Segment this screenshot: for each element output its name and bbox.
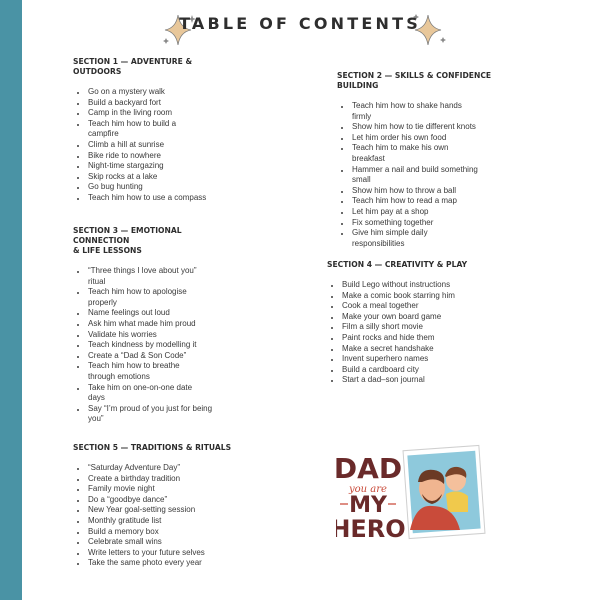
list-item: • Ask him what made him proud (87, 319, 233, 330)
dad-son-illustration (403, 445, 485, 538)
list-item: • Invent superhero names (341, 354, 497, 365)
list-item: • Make a secret handshake (341, 344, 497, 355)
list-item: • Family movie night (87, 484, 253, 495)
page-title: TABLE OF CONTENTS (179, 14, 421, 33)
section-skills (337, 71, 497, 249)
list-item: • Build Lego without instructions (341, 280, 497, 291)
list-item: • Say “I’m proud of you just for being you” (87, 404, 213, 425)
hero-text-hero: HERO (336, 515, 406, 542)
section-heading: SECTION 2 — SKILLS & CONFIDENCE BUILDING (337, 71, 492, 90)
list-item: • Teach him how to breathe through emotions (87, 361, 203, 382)
list-item: • “Three things I love about you” ritual (87, 266, 213, 287)
list-item: • Start a dad–son journal (341, 375, 497, 386)
section-heading: SECTION 4 — CREATIVITY & PLAY (327, 260, 468, 269)
list-item: • Let him pay at a shop (351, 207, 497, 218)
list-item: • Write letters to your future selves (87, 548, 253, 559)
list-item: • Validate his worries (87, 330, 233, 341)
list-item: • New Year goal-setting session (87, 505, 253, 516)
list-item: • Climb a hill at sunrise (87, 140, 233, 151)
list-item: • Make a comic book starring him (341, 291, 497, 302)
list-item: • Let him order his own food (351, 133, 497, 144)
list-item: • Camp in the living room (87, 108, 233, 119)
list-item: • Do a “goodbye dance” (87, 495, 253, 506)
hero-text-you-are: you are (349, 484, 387, 495)
left-accent-bar (0, 0, 22, 600)
list-item: • Go on a mystery walk (87, 87, 233, 98)
list-item: • Teach him to make his own breakfast (351, 143, 462, 164)
section-emotional (73, 226, 233, 425)
list-item: • Skip rocks at a lake (87, 172, 233, 183)
hero-text-dad: DAD (336, 452, 403, 485)
list-item: • Bike ride to nowhere (87, 151, 233, 162)
section-heading: SECTION 3 — EMOTIONAL CONNECTION & LIFE LESSONS (73, 226, 182, 255)
list-item: • Give him simple daily responsibilities (351, 228, 452, 249)
list-item: • Film a silly short movie (341, 322, 497, 333)
list-item: • Teach him how to read a map (351, 196, 497, 207)
section-list (73, 87, 233, 204)
list-item: • Teach him how to use a compass (87, 193, 233, 204)
list-item: • Teach him how to apologise properly (87, 287, 203, 308)
section-heading: SECTION 1 — ADVENTURE & OUTDOORS (73, 57, 193, 76)
list-item: • Celebrate small wins (87, 537, 253, 548)
section-list (73, 463, 253, 569)
list-item: • Show him how to throw a ball (351, 186, 497, 197)
list-item: • Monthly gratitude list (87, 516, 253, 527)
hero-text-my: MY (349, 493, 387, 518)
list-item: • Teach him how to shake hands firmly (351, 101, 472, 122)
list-item: • Make your own board game (341, 312, 497, 323)
list-item: • Build a memory box (87, 527, 253, 538)
list-item: • Teach him how to build a campfire (87, 119, 198, 140)
list-item: • Night-time stargazing (87, 161, 233, 172)
list-item: • Create a “Dad & Son Code” (87, 351, 233, 362)
section-creativity (327, 260, 497, 386)
section-heading: SECTION 5 — TRADITIONS & RITUALS (73, 443, 232, 452)
list-item: • Go bug hunting (87, 182, 233, 193)
section-list (327, 280, 497, 386)
list-item: • Hammer a nail and build something small (351, 165, 497, 186)
dad-hero-badge (336, 442, 486, 542)
list-item: • Cook a meal together (341, 301, 497, 312)
list-item: • Name feelings out loud (87, 308, 233, 319)
list-item: • Fix something together (351, 218, 497, 229)
list-item: • Teach kindness by modelling it (87, 340, 233, 351)
section-list (337, 101, 497, 249)
list-item: • Create a birthday tradition (87, 474, 253, 485)
section-traditions (73, 443, 253, 569)
list-item: • Show him how to tie different knots (351, 122, 497, 133)
section-adventure (73, 57, 233, 204)
list-item: • Take the same photo every year (87, 558, 253, 569)
list-item: • Take him on one-on-one date days (87, 383, 203, 404)
list-item: • Paint rocks and hide them (341, 333, 497, 344)
list-item: • Build a cardboard city (341, 365, 497, 376)
section-list (73, 266, 233, 425)
list-item: • “Saturday Adventure Day” (87, 463, 253, 474)
list-item: • Build a backyard fort (87, 98, 233, 109)
